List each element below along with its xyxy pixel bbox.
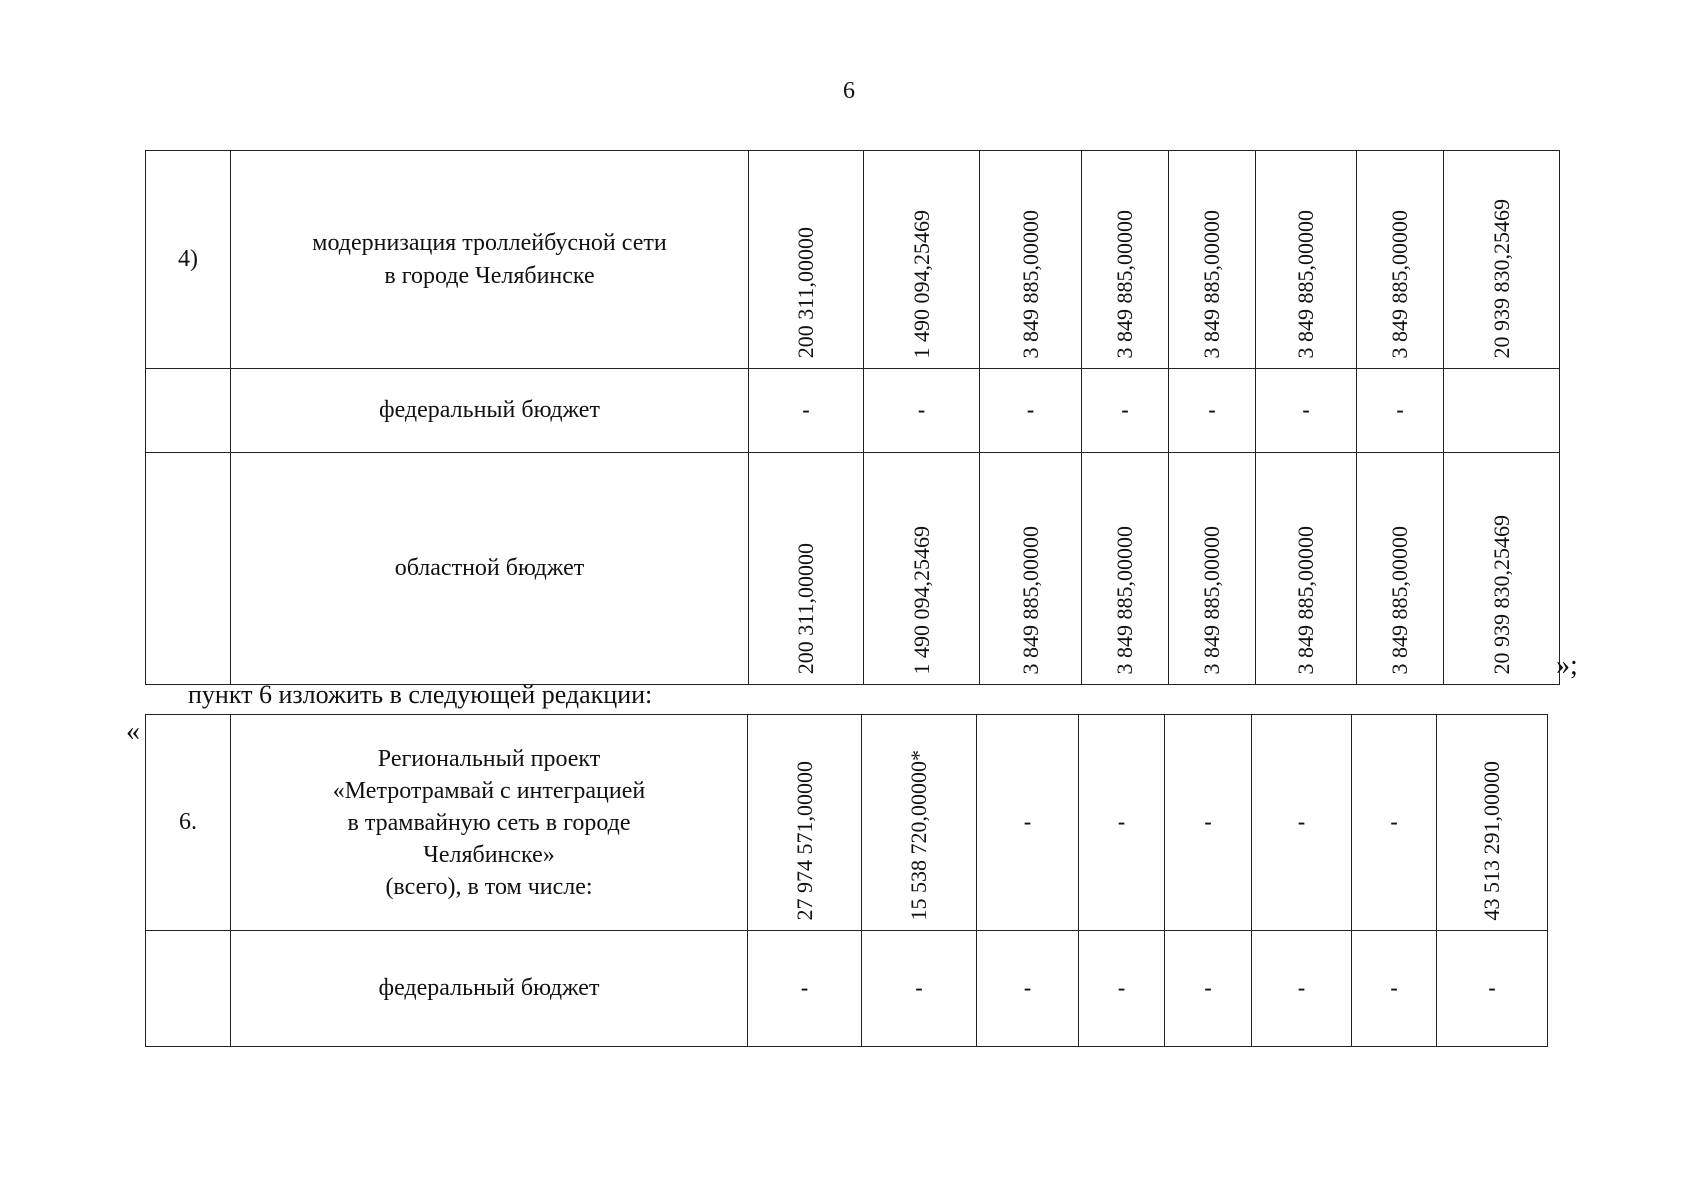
- table-row: [146, 369, 1560, 453]
- value-text: -: [1396, 397, 1404, 422]
- value-text: 3 849 885,00000: [1387, 209, 1412, 358]
- value-text: -: [915, 975, 923, 1000]
- value-cell: [748, 715, 862, 931]
- amendment-caption: пункт 6 изложить в следующей редакции:: [188, 680, 653, 709]
- value-text: 1 490 094,25469: [908, 209, 934, 358]
- funding-table-metrotram: [145, 714, 1548, 1047]
- row-label: федеральный бюджет: [231, 369, 749, 453]
- value-cell: [1352, 931, 1437, 1047]
- value-cell: [1252, 715, 1352, 931]
- total-cell: [1444, 151, 1560, 369]
- value-text: 3 849 885,00000: [1017, 525, 1043, 674]
- table-row: [146, 715, 1548, 931]
- value-cell: [1256, 369, 1357, 453]
- value-cell: [1079, 715, 1165, 931]
- value-text: -: [802, 397, 810, 422]
- value-text: 3 849 885,00000: [1387, 525, 1412, 674]
- value-text: -: [1390, 975, 1398, 1000]
- value-cell: [1256, 453, 1357, 685]
- value-text: 1 490 094,25469: [908, 525, 934, 674]
- value-cell: [1252, 931, 1352, 1047]
- value-cell: [1165, 715, 1252, 931]
- value-text: -: [1117, 809, 1126, 834]
- total-cell: [1444, 453, 1560, 685]
- total-cell: [1437, 715, 1548, 931]
- closing-quote: »;: [1556, 650, 1578, 681]
- value-cell: [1169, 453, 1256, 685]
- value-text: -: [1208, 397, 1216, 422]
- row-number: [146, 369, 231, 453]
- table-row: [146, 931, 1548, 1047]
- value-text: -: [1117, 975, 1126, 1000]
- row-label: модернизация троллейбусной сети в городе Челябинске: [231, 151, 749, 369]
- total-text: 43 513 291,00000: [1479, 760, 1504, 920]
- value-cell: [864, 369, 980, 453]
- value-text: 3 849 885,00000: [1293, 209, 1318, 358]
- total-text: 20 939 830,25469: [1488, 198, 1514, 358]
- row-number: [146, 931, 231, 1047]
- value-cell: [1256, 151, 1357, 369]
- value-text: 3 849 885,00000: [1293, 525, 1318, 674]
- value-cell: [1357, 369, 1444, 453]
- value-text: 3 849 885,00000: [1199, 525, 1224, 674]
- value-cell: [1357, 151, 1444, 369]
- value-cell: [1169, 151, 1256, 369]
- value-cell: [862, 931, 977, 1047]
- total-text: 20 939 830,25469: [1488, 514, 1514, 674]
- total-text: -: [1488, 975, 1496, 1000]
- row-label: федеральный бюджет: [231, 931, 748, 1047]
- value-text: 3 849 885,00000: [1017, 209, 1043, 358]
- value-text: -: [1302, 397, 1310, 422]
- value-cell: [980, 453, 1082, 685]
- value-text: -: [917, 397, 926, 422]
- value-text: -: [1023, 975, 1032, 1000]
- row-number: 6.: [146, 715, 231, 931]
- value-text: 200 311,00000: [793, 542, 818, 674]
- value-text: -: [1026, 397, 1035, 422]
- value-cell: [1165, 931, 1252, 1047]
- row-label: Региональный проект «Метротрамвай с интеграцией в трамвайную сеть в городе Челябинске» (всего), в том числе:: [231, 715, 748, 931]
- value-cell: [980, 151, 1082, 369]
- value-cell: [864, 453, 980, 685]
- table-row: [146, 151, 1560, 369]
- value-cell: [1079, 931, 1165, 1047]
- value-cell: [864, 151, 980, 369]
- value-cell: [749, 453, 864, 685]
- value-text: 3 849 885,00000: [1112, 525, 1137, 674]
- value-cell: [1352, 715, 1437, 931]
- value-cell: [749, 151, 864, 369]
- value-text: -: [1297, 809, 1306, 834]
- value-cell: [748, 931, 862, 1047]
- total-cell: [1437, 931, 1548, 1047]
- row-label: областной бюджет: [231, 453, 749, 685]
- funding-table-trolleybus: [145, 150, 1560, 685]
- value-cell: [977, 931, 1079, 1047]
- table-row: [146, 453, 1560, 685]
- value-text: 3 849 885,00000: [1199, 209, 1224, 358]
- value-text: -: [1121, 397, 1129, 422]
- page-number: 6: [843, 78, 855, 104]
- value-cell: [1082, 369, 1169, 453]
- value-text: -: [1204, 809, 1212, 834]
- value-text: -: [1390, 809, 1398, 834]
- value-cell: [1357, 453, 1444, 685]
- row-number: 4): [146, 151, 231, 369]
- value-text: 200 311,00000: [793, 226, 818, 358]
- value-cell: [1169, 369, 1256, 453]
- value-text: 3 849 885,00000: [1112, 209, 1137, 358]
- row-number: [146, 453, 231, 685]
- value-cell: [977, 715, 1079, 931]
- value-text: -: [800, 975, 809, 1000]
- value-text: 27 974 571,00000: [791, 760, 817, 920]
- value-text: -: [1204, 975, 1212, 1000]
- value-cell: [1082, 453, 1169, 685]
- value-text: -: [1297, 975, 1306, 1000]
- value-cell: [862, 715, 977, 931]
- value-cell: [980, 369, 1082, 453]
- opening-quote: «: [126, 716, 140, 747]
- value-text: 15 538 720,00000*: [906, 749, 931, 920]
- total-cell: [1444, 369, 1560, 453]
- value-text: -: [1023, 809, 1032, 834]
- value-cell: [749, 369, 864, 453]
- value-cell: [1082, 151, 1169, 369]
